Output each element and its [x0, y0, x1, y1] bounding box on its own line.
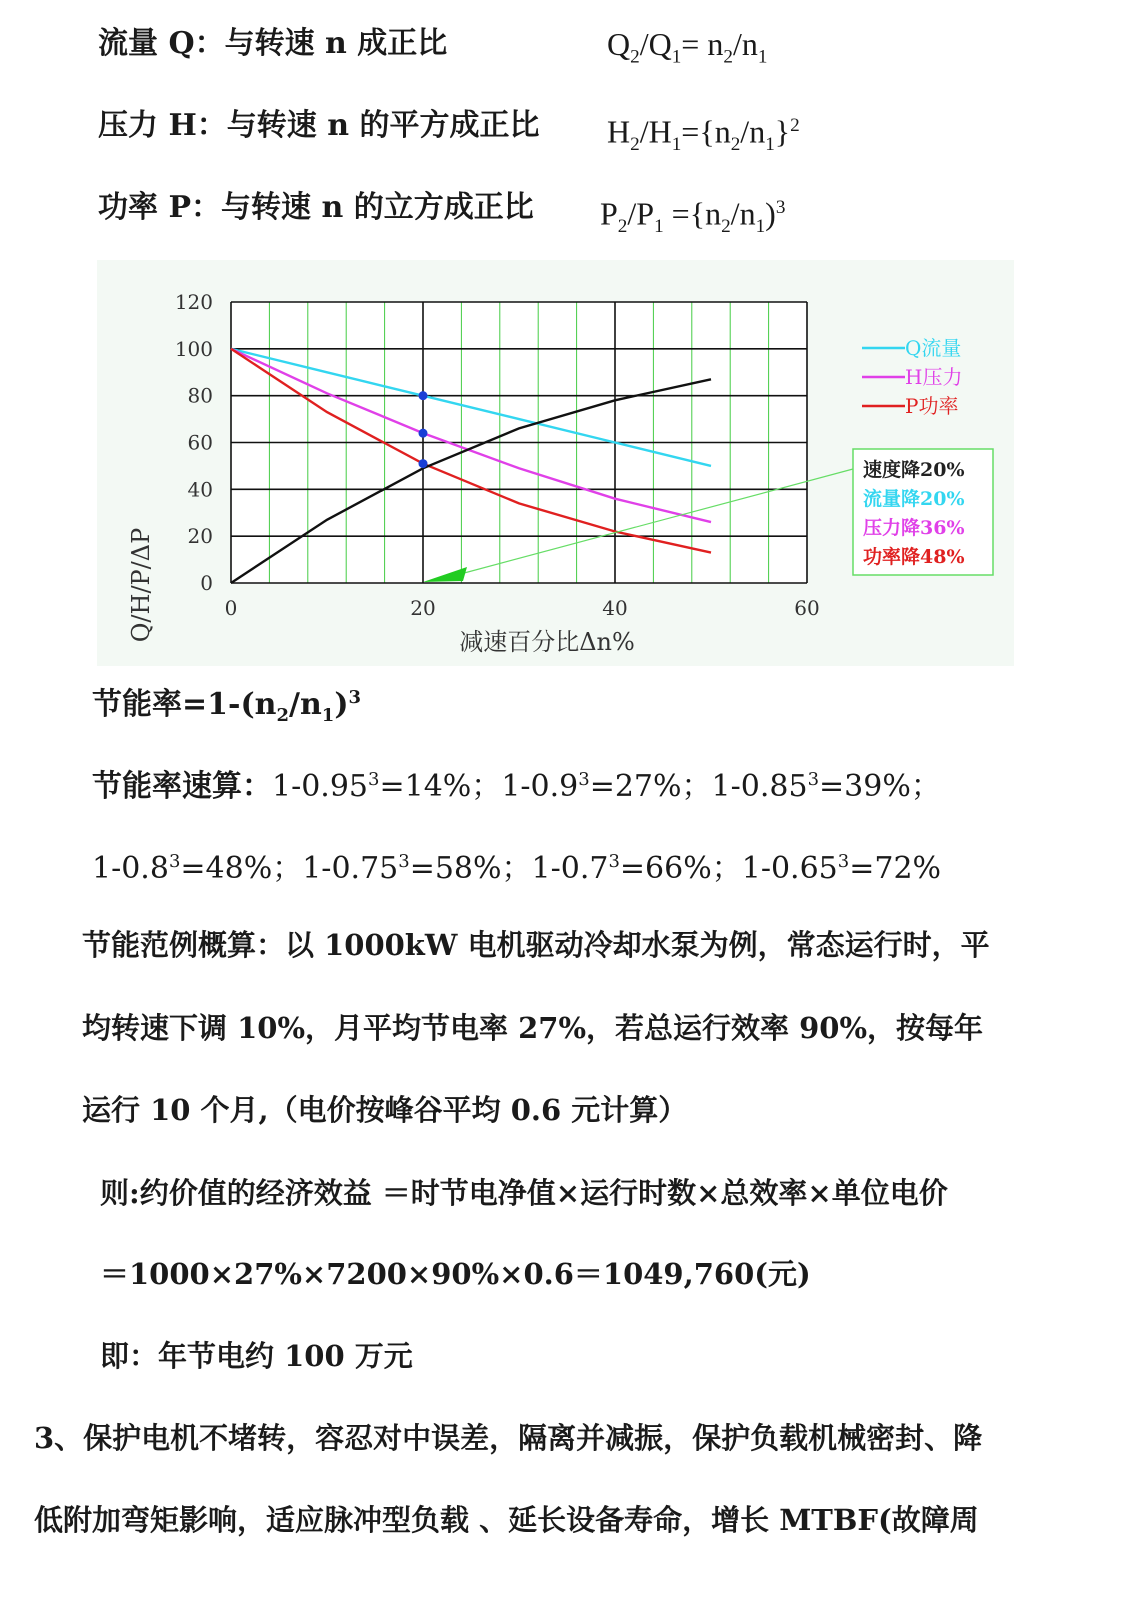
power-rhs: ={n: [671, 195, 722, 232]
pressure-lhs: H: [607, 113, 631, 150]
pressure-exp: 2: [790, 115, 800, 136]
example-line-2: 均转速下调 10%，月平均节电率 27%，若总运行效率 90%，按每年: [82, 1011, 984, 1045]
example-line-1: 节能范例概算：以 1000kW 电机驱动冷却水泵为例，常态运行时，平: [82, 928, 990, 962]
y-tick-label: 40: [187, 477, 213, 502]
quick-calc-result: =58%；: [409, 851, 532, 886]
benefit-line-1: 则:约价值的经济效益 ＝时节电净值×运行时数×总效率×单位电价: [100, 1176, 948, 1210]
power-lhs-2: P: [636, 195, 655, 232]
flow-q-lhs-2: Q: [648, 26, 672, 62]
law-flow-label: 流量 Q：与转速 n 成正比: [98, 26, 448, 61]
y-tick-label: 120: [174, 290, 213, 314]
x-tick-label: 60: [794, 596, 820, 620]
law-pressure-formula: $H_2/H_1=\{n_2/n_1\}^2$: [607, 113, 800, 156]
quick-calc-label: 节能率速算：: [92, 769, 272, 804]
y-tick-label: 0: [200, 571, 213, 595]
annotation-text: 流量降20%: [863, 488, 965, 510]
saving-rate-label: 节能率=1-(n: [92, 687, 277, 722]
y-tick-label: 60: [187, 430, 213, 455]
quick-calc-item: 1-0.7: [531, 851, 609, 886]
quick-calc-item: 1-0.75: [302, 851, 399, 886]
highlight-point: [419, 429, 428, 438]
saving-rate-mid: /n: [289, 687, 322, 722]
affinity-chart: [97, 260, 1014, 666]
quick-calc-result: =27%；: [589, 769, 712, 804]
benefit-line-3: 即：年节电约 100 万元: [100, 1339, 413, 1373]
highlight-point: [419, 459, 428, 468]
law-power-label: 功率 P：与转速 n 的立方成正比: [98, 190, 534, 225]
pressure-rhs: ={n: [681, 113, 731, 150]
law-pressure-label: 压力 H：与转速 n 的平方成正比: [98, 108, 540, 143]
example-line-3: 运行 10 个月,（电价按峰谷平均 0.6 元计算）: [82, 1093, 688, 1127]
section3-line-1: 3、保护电机不堵转，容忍对中误差，隔离并减振，保护负载机械密封、降: [34, 1421, 983, 1455]
chart-svg: [97, 260, 1014, 666]
quick-calc-item: 1-0.8: [92, 851, 169, 886]
quick-calc-result: =48%；: [180, 851, 303, 886]
quick-calc-line-1: 节能率速算：$1-0.95^3=14\%$；$1-0.9^3=27\%$；$1-0.85^3=39\%$；: [92, 769, 941, 804]
annotation-text: 速度降20%: [863, 459, 965, 481]
quick-calc-line-2: $1-0.8^3=48\%$；$1-0.75^3=58\%$；$1-0.7^3=66\%$；$1-0.65^3=72\%$: [92, 851, 942, 886]
x-tick-label: 20: [410, 596, 436, 620]
x-tick-label: 40: [602, 596, 628, 620]
annotation-text: 功率降48%: [863, 546, 965, 568]
quick-calc-item: 1-0.65: [741, 851, 838, 886]
legend-label: Q流量: [905, 336, 962, 360]
quick-calc-item: 1-0.95: [272, 769, 369, 804]
power-lhs: P: [600, 195, 618, 232]
x-axis-title: 减速百分比Δn%: [459, 628, 635, 656]
section3-line-2: 低附加弯矩影响，适应脉冲型负载 、延长设备寿命，增长 MTBF(故障周: [34, 1503, 979, 1537]
quick-calc-result: =72%: [849, 851, 942, 886]
power-exp: 3: [775, 197, 786, 218]
saving-rate-formula: 节能率$=1-(n_2/n_1)^3$: [92, 687, 362, 726]
benefit-line-2: ＝1000×27%×7200×90%×0.6＝1049,760(元): [100, 1257, 811, 1291]
y-tick-label: 100: [174, 336, 213, 361]
flow-rhs: = n: [681, 26, 724, 62]
quick-calc-item: 1-0.9: [501, 769, 579, 804]
y-tick-label: 20: [187, 524, 213, 549]
quick-calc-item: 1-0.85: [711, 769, 808, 804]
x-tick-label: 0: [224, 596, 238, 620]
highlight-point: [419, 391, 428, 400]
annotation-text: 压力降36%: [863, 517, 965, 539]
legend-label: P功率: [905, 394, 959, 418]
flow-q-lhs: Q: [607, 26, 631, 62]
law-power-formula: $P_2/P_1 =\{n_2/n_1)^3$: [600, 195, 786, 238]
quick-calc-result: =66%；: [619, 851, 742, 886]
pressure-lhs-2: H: [648, 113, 672, 150]
legend-label: H压力: [905, 365, 963, 389]
quick-calc-result: =14%；: [379, 769, 502, 804]
y-tick-label: 80: [187, 383, 213, 408]
y-axis-title: Q/H/P/ΔP: [127, 527, 155, 643]
law-flow-formula: $Q_2/Q_1= n_2/n_1$: [607, 26, 768, 68]
quick-calc-result: =39%；: [819, 769, 941, 804]
